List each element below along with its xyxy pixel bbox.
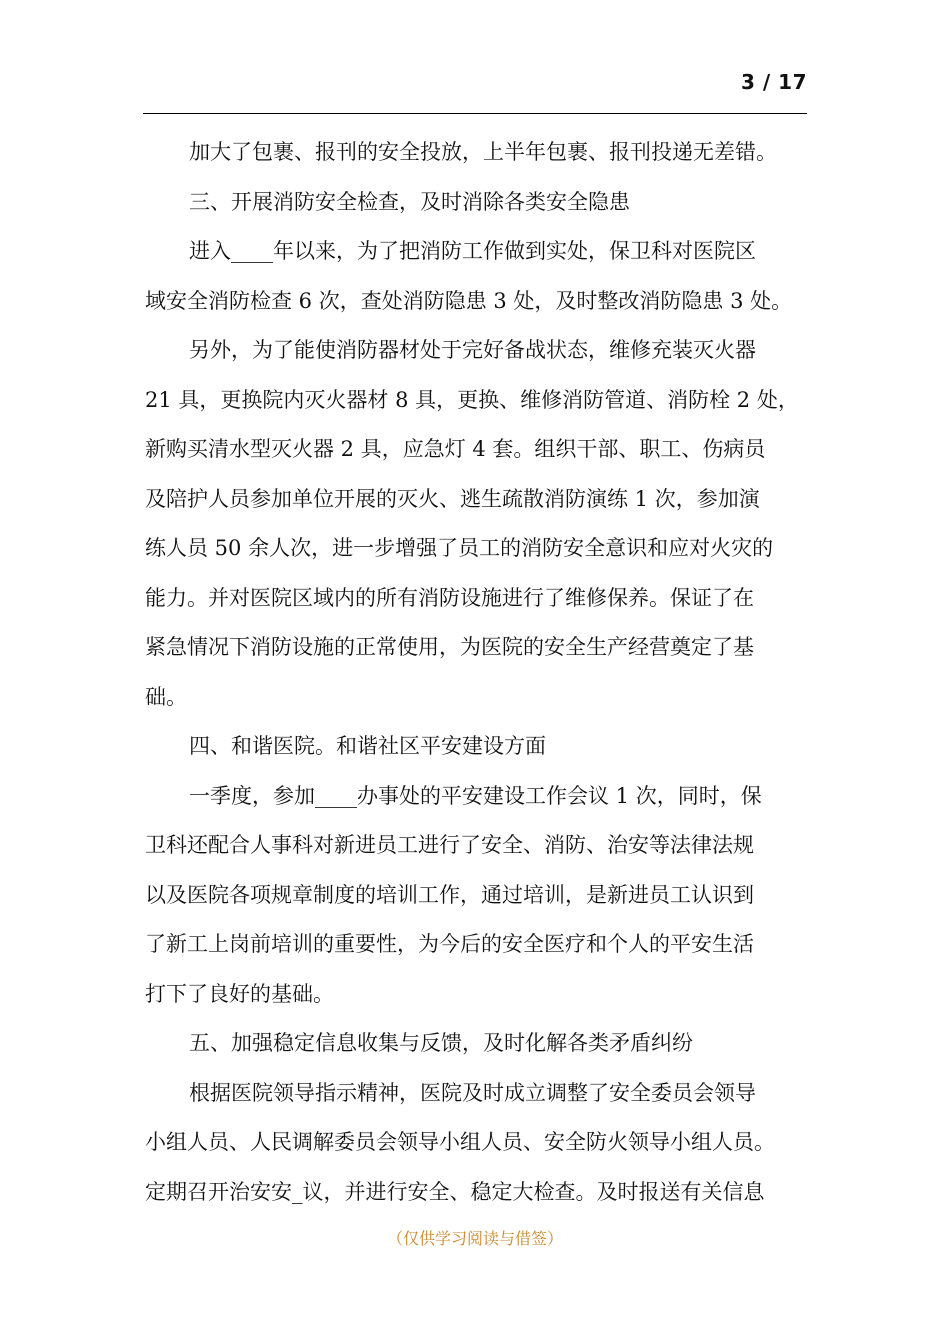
text-line: 定期召开治安安_议，并进行安全、稳定大检查。及时报送有关信息 — [145, 1179, 765, 1204]
section-heading: 三、开展消防安全检查，及时消除各类安全隐患 — [189, 189, 630, 214]
text-line: 练人员 50 余人次，进一步增强了员工的消防安全意识和应对火灾的 — [145, 536, 774, 560]
text-line: 能力。并对医院区域内的所有消防设施进行了维修保养。保证了在 — [145, 585, 754, 610]
document-body — [145, 128, 807, 1217]
text-line: 另外，为了能使消防器材处于完好备战状态，维修充装灭火器 — [189, 338, 756, 362]
text-line: 卫科还配合人事科对新进员工进行了安全、消防、治安等法律法规 — [145, 833, 754, 857]
text-line: 加大了包裹、报刊的安全投放，上半年包裹、报刊投递无差错。 — [189, 140, 777, 164]
text-line: 一季度，参加____办事处的平安建设工作会议 1 次，同时，保 — [189, 783, 762, 808]
footer-note: （仅供学习阅读与借签） — [386, 1229, 563, 1248]
text-line: 新购买清水型灭火器 2 具，应急灯 4 套。组织干部、职工、伤病员 — [145, 437, 766, 461]
section-heading: 四、和谐医院。和谐社区平安建设方面 — [189, 734, 546, 758]
text-line: 打下了良好的基础。 — [145, 981, 334, 1006]
header-rule — [143, 113, 807, 114]
text-line: 21 具，更换院内灭火器材 8 具，更换、维修消防管道、消防栓 2 处， — [145, 387, 799, 412]
text-line: 进入____年以来，为了把消防工作做到实处，保卫科对医院区 — [189, 239, 756, 263]
text-line: 紧急情况下消防设施的正常使用，为医院的安全生产经营奠定了基 — [145, 635, 754, 659]
page-number: 3 / 17 — [741, 70, 807, 94]
text-line: 以及医院各项规章制度的培训工作，通过培训，是新进员工认识到 — [145, 882, 754, 907]
text-line: 础。 — [145, 684, 187, 709]
text-line: 小组人员、人民调解委员会领导小组人员、安全防火领导小组人员。 — [145, 1130, 775, 1154]
text-line: 及陪护人员参加单位开展的灭火、逃生疏散消防演练 1 次，参加演 — [145, 486, 760, 511]
section-heading: 五、加强稳定信息收集与反馈，及时化解各类矛盾纠纷 — [189, 1031, 693, 1055]
text-line: 域安全消防检查 6 次，查处消防隐患 3 处，及时整改消防隐患 3 处。 — [145, 288, 793, 313]
text-line: 了新工上岗前培训的重要性，为今后的安全医疗和个人的平安生活 — [145, 932, 754, 956]
text-line: 根据医院领导指示精神，医院及时成立调整了安全委员会领导 — [189, 1080, 756, 1105]
